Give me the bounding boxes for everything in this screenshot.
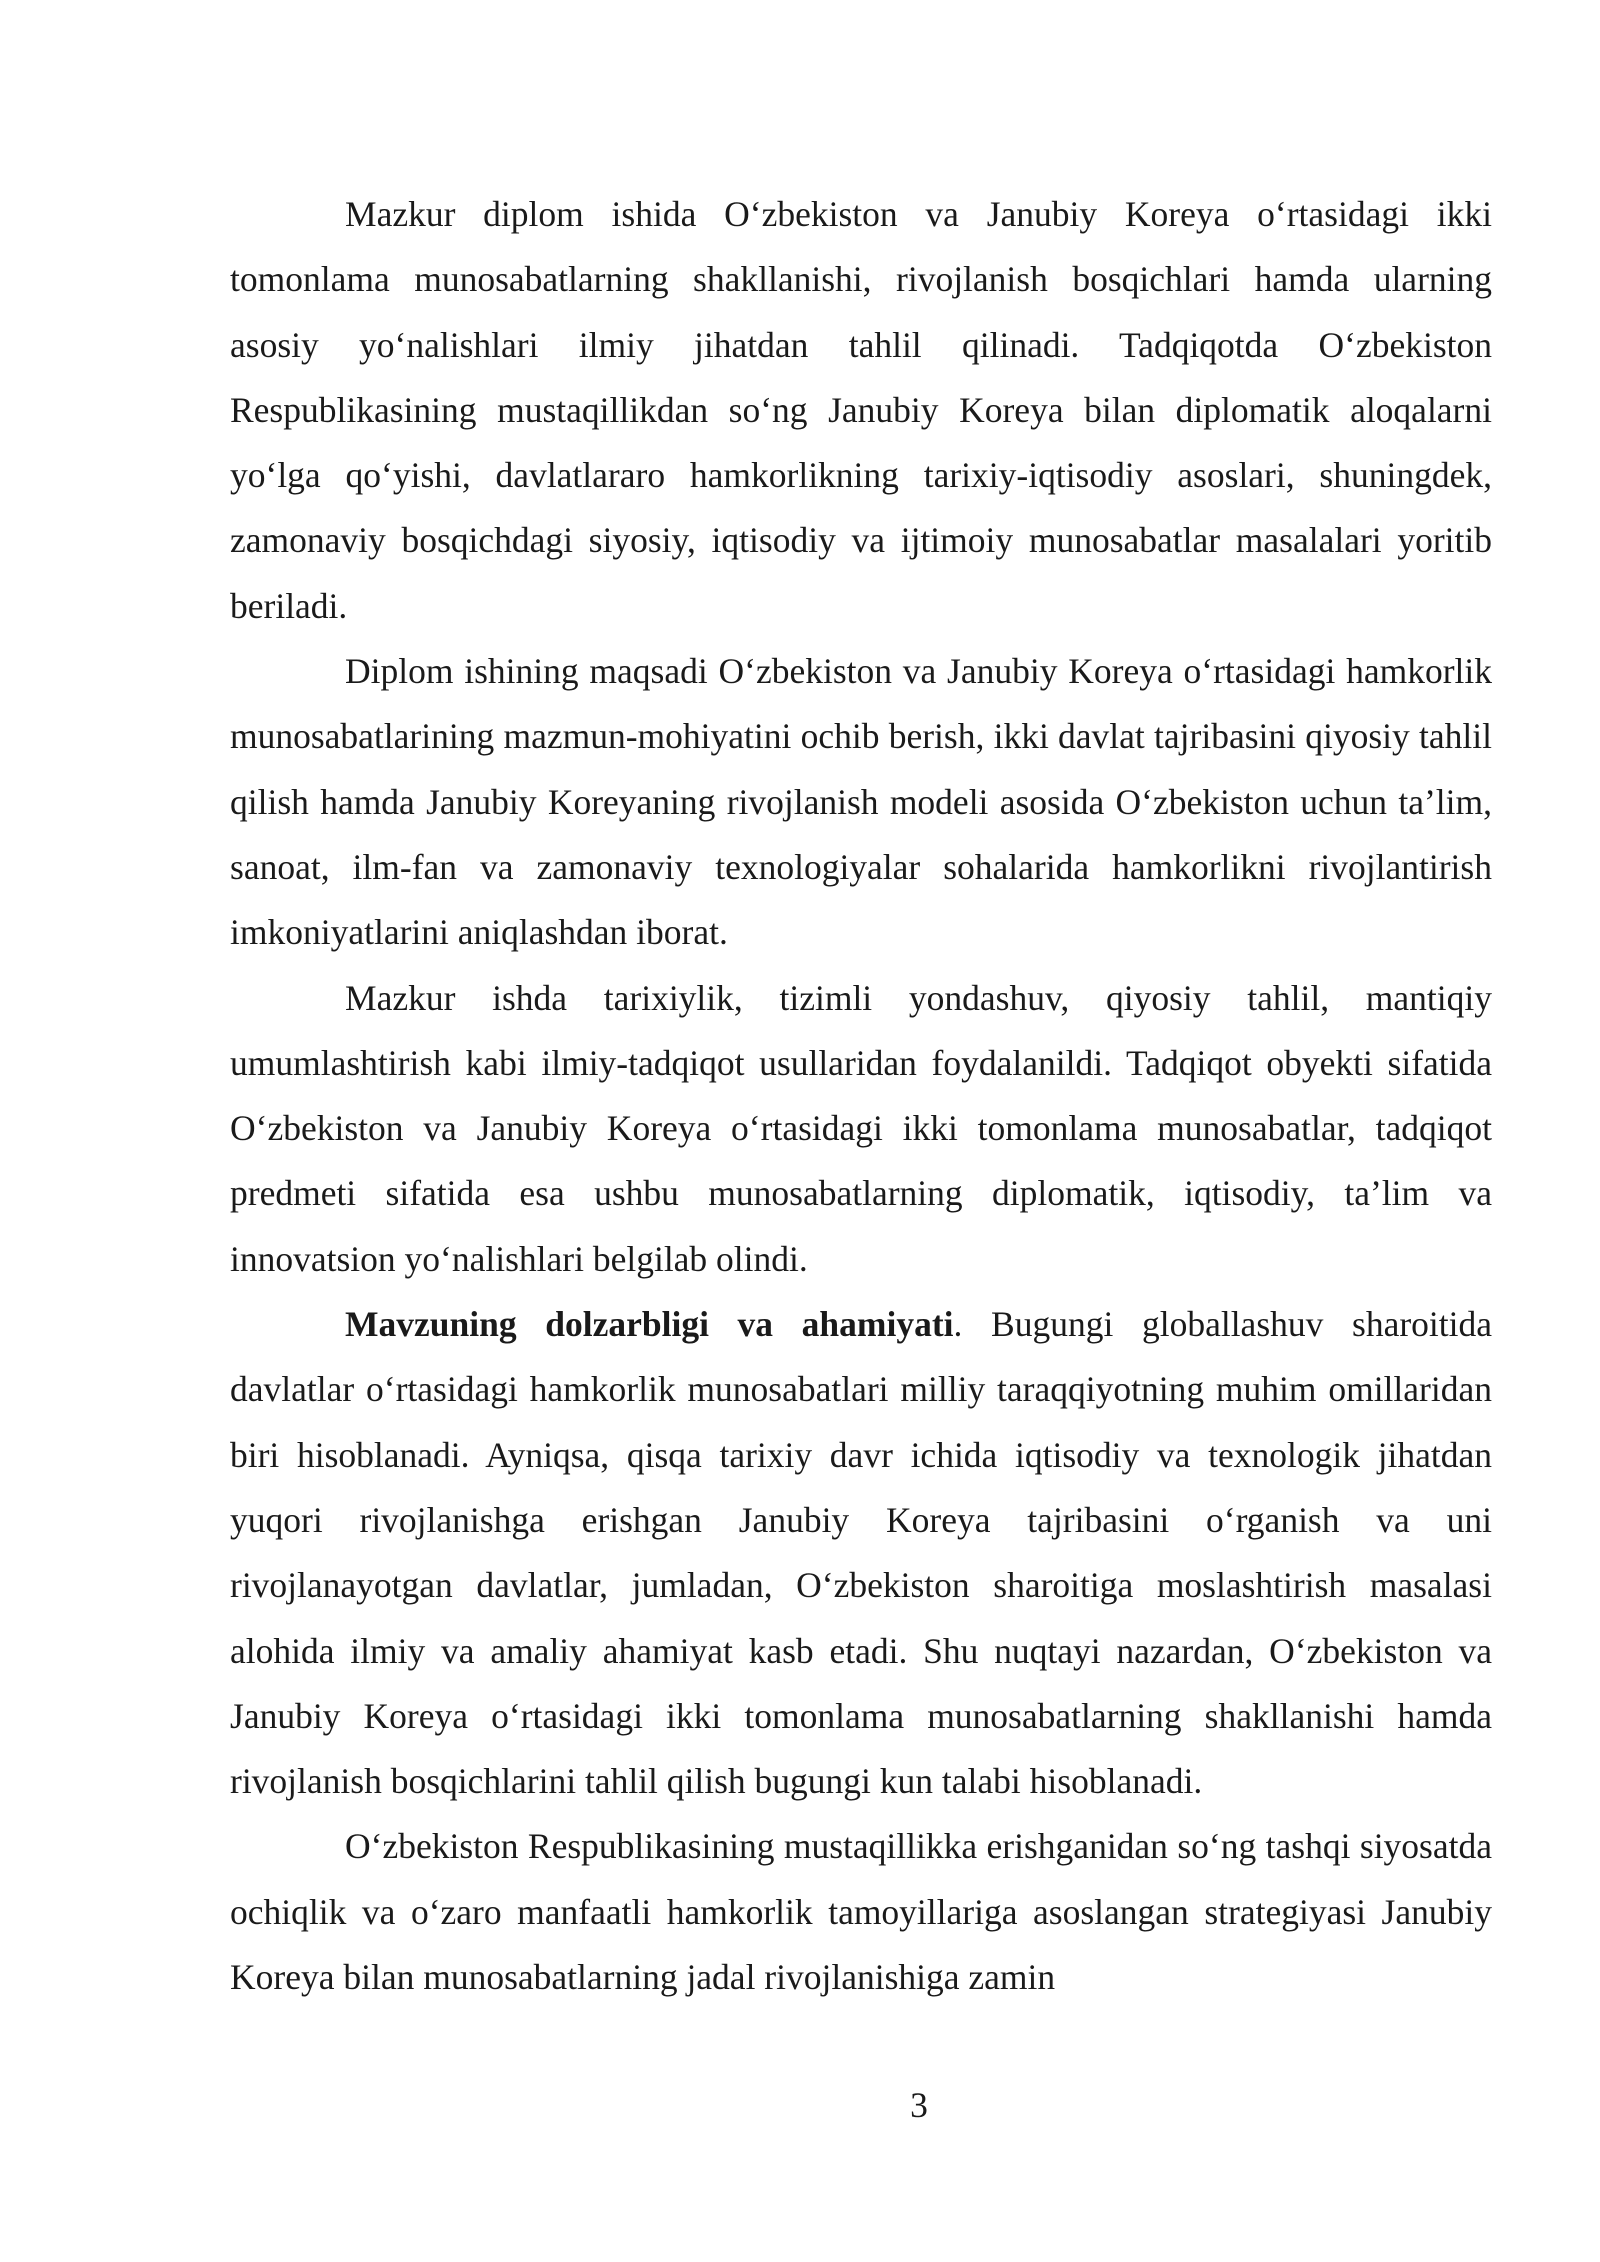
paragraph-1: [230, 182, 1492, 639]
paragraph-5-text: O‘zbekiston Respublikasining mustaqillikka erishganidan so‘ng tashqi siyosatda ochiqlik va o‘zaro manfaatli hamkorlik tamoyillariga asoslangan strategiyasi Janubiy Koreya bilan munosabatlarning jadal rivojlanishiga zamin: [230, 1826, 1492, 1998]
paragraph-5: [230, 1814, 1492, 2010]
paragraph-4-text: . Bugungi globallashuv sharoitida davlatlar o‘rtasidagi hamkorlik munosabatlari milliy taraqqiyotning muhim omillaridan biri hisoblanadi. Ayniqsa, qisqa tarixiy davr ichida iqtisodiy va texnologik jihatdan yuqori rivojlanishga erishgan Janubiy Koreya tajribasini o‘rganish va uni rivojlanayotgan davlatlar, jumladan, O‘zbekiston sharoitiga moslashtirish masalasi alohida ilmiy va amaliy ahamiyat kasb etadi. Shu nuqtayi nazardan, O‘zbekiston va Janubiy Koreya o‘rtasidagi ikki tomonlama munosabatlarning shakllanishi hamda rivojlanish bosqichlarini tahlil qilish bugungi kun talabi hisoblanadi.: [230, 1304, 1492, 1802]
paragraph-3: [230, 966, 1492, 1292]
paragraph-3-text: Mazkur ishda tarixiylik, tizimli yondashuv, qiyosiy tahlil, mantiqiy umumlashtirish kabi ilmiy-tadqiqot usullaridan foydalanildi. Tadqiqot obyekti sifatida O‘zbekiston va Janubiy Koreya o‘rtasidagi ikki tomonlama munosabatlar, tadqiqot predmeti sifatida esa ushbu munosabatlarning diplomatik, iqtisodiy, ta’lim va innovatsion yo‘nalishlari belgilab olindi.: [230, 977, 1492, 1279]
body-text: [230, 182, 1492, 2010]
paragraph-2: [230, 639, 1492, 965]
page-number: 3: [910, 2085, 928, 2125]
paragraph-1-text: Mazkur diplom ishida O‘zbekiston va Janubiy Koreya o‘rtasidagi ikki tomonlama munosabatlarning shakllanishi, rivojlanish bosqichlari hamda ularning asosiy yo‘nalishlari ilmiy jihatdan tahlil qilinadi. Tadqiqotda O‘zbekiston Respublikasining mustaqillikdan so‘ng Janubiy Koreya bilan diplomatik aloqalarni yo‘lga qo‘yishi, davlatlararo hamkorlikning tarixiy-iqtisodiy asoslari, shuningdek, zamonaviy bosqichdagi siyosiy, iqtisodiy va ijtimoiy munosabatlar masalalari yoritib beriladi.: [230, 194, 1492, 626]
paragraph-4-lead: Mavzuning dolzarbligi va ahamiyati: [345, 1304, 954, 1345]
paragraph-2-text: Diplom ishining maqsadi O‘zbekiston va Janubiy Koreya o‘rtasidagi hamkorlik munosabatlarining mazmun-mohiyatini ochib berish, ikki davlat tajribasini qiyosiy tahlil qilish hamda Janubiy Koreyaning rivojlanish modeli asosida O‘zbekiston uchun ta’lim, sanoat, ilm-fan va zamonaviy texnologiyalar sohalarida hamkorlikni rivojlantirish imkoniyatlarini aniqlashdan iborat.: [230, 651, 1492, 953]
paragraph-4: [230, 1292, 1492, 1814]
